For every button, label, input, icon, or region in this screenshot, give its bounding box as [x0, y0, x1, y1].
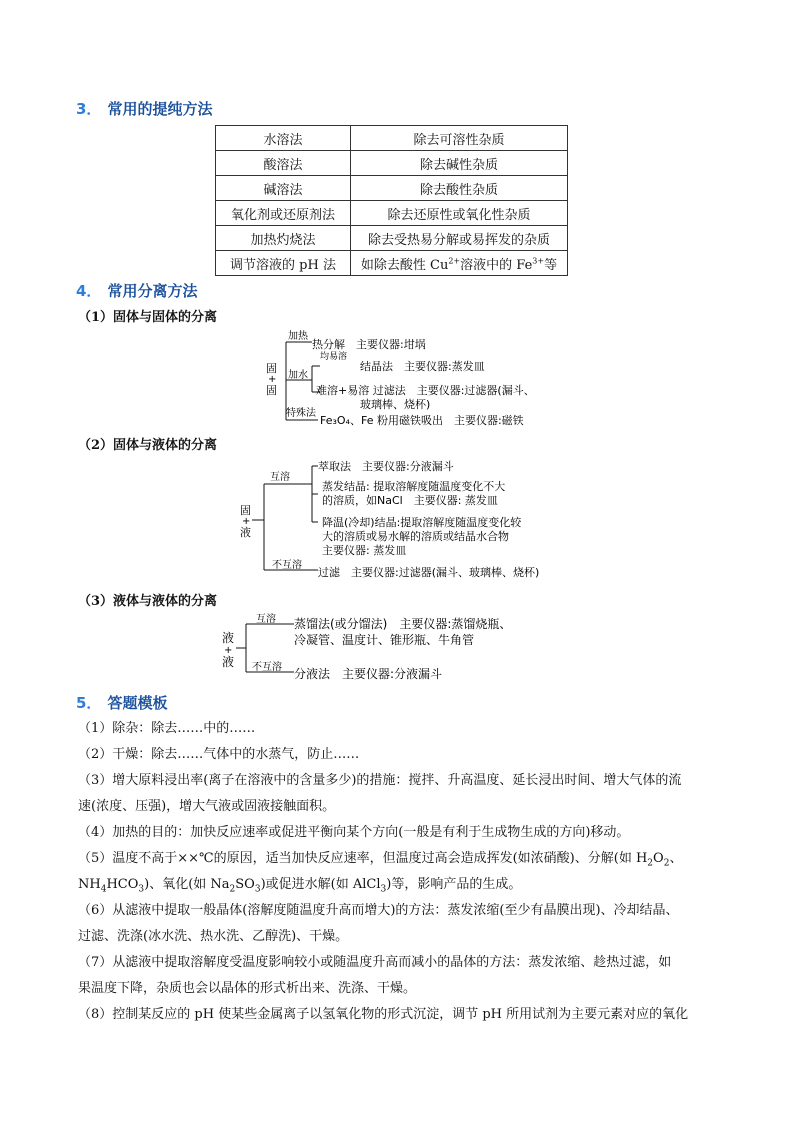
template-text: 、	[669, 851, 683, 866]
subheading-solid-liquid: （2）固体与液体的分离	[78, 438, 218, 453]
heat-text: 热分解 主要仪器:坩埚	[312, 338, 426, 351]
template-text: HCO	[106, 877, 139, 892]
section-4-number: 4．	[76, 282, 102, 300]
table-row	[216, 126, 568, 151]
section-5-title: 答题模板	[107, 694, 168, 712]
template-item-6b: 过滤、洗涤(冰水洗、热水洗、乙醇洗)、干燥。	[78, 929, 349, 944]
table-cell-purpose: 除去受热易分解或易挥发的杂质	[351, 226, 568, 251]
table-cell-purpose: 除去酸性杂质	[351, 176, 568, 201]
section-5-number: 5．	[76, 694, 102, 712]
filter-line-1: 难溶+易溶 过滤法 主要仪器:过滤器(漏斗、	[316, 384, 535, 397]
purpose-text: 等	[544, 257, 558, 273]
crystal-text: 结晶法 主要仪器:蒸发皿	[360, 360, 485, 373]
section-3-title: 常用的提纯方法	[107, 100, 213, 118]
template-item-3b: 速(浓度、压强)，增大气液或固液接触面积。	[78, 799, 336, 814]
template-text: （5）温度不高于××℃的原因，适当加快反应速率，但温度过高会造成挥发(如浓硝酸)、分解(如 H	[78, 851, 648, 866]
formula-subscript: 2	[663, 858, 670, 869]
extract-text: 萃取法 主要仪器:分液漏斗	[318, 460, 454, 473]
table-cell-purpose: 除去可溶性杂质	[351, 126, 568, 151]
table-row	[216, 226, 568, 251]
distill-line-1: 蒸馏法(或分馏法) 主要仪器:蒸馏烧瓶、	[294, 617, 512, 631]
formula-subscript: 3	[380, 884, 387, 895]
filter-line-2: 玻璃棒、烧杯)	[360, 398, 431, 411]
diagram-gu: 固	[240, 504, 251, 517]
diagram-plus: +	[242, 516, 251, 527]
template-item-6a: （6）从滤液中提取一般晶体(溶解度随温度升高而增大)的方法：蒸发浓缩(至少有晶膜出现)、冷却结晶、	[78, 903, 679, 918]
formula-subscript: 2	[647, 858, 654, 869]
junrong-label: 均易溶	[320, 352, 348, 362]
table-cell-method: 酸溶法	[216, 151, 351, 176]
table-row	[216, 201, 568, 226]
diagram-gu2: 固	[266, 384, 277, 397]
table-cell-method: 调节溶液的 pH 法	[216, 251, 351, 276]
evap-line-2: 的溶质，如NaCl 主要仪器: 蒸发皿	[322, 494, 498, 507]
template-text: )等，影响产品的生成。	[386, 877, 522, 892]
distill-line-2: 冷凝管、温度计、锥形瓶、牛角管	[294, 633, 475, 647]
table-row	[216, 151, 568, 176]
template-item-1: （1）除杂：除去……中的……	[78, 721, 256, 736]
water-label: 加水	[288, 370, 308, 381]
table-cell-method: 加热灼烧法	[216, 226, 351, 251]
formula-subscript: 4	[100, 884, 107, 895]
template-text: NH	[78, 877, 101, 892]
section-3-heading	[76, 98, 212, 119]
cool-line-3: 主要仪器: 蒸发皿	[322, 544, 407, 557]
diagram-ye2: 液	[222, 655, 235, 669]
template-text: O	[653, 851, 664, 866]
cool-line-2: 大的溶质或易水解的溶质或结晶水合物	[322, 530, 509, 543]
heat-label: 加热	[288, 331, 308, 342]
section-5-heading	[76, 692, 167, 713]
mutual-label: 互溶	[256, 614, 276, 625]
table-cell-method: 氧化剂或还原剂法	[216, 201, 351, 226]
cool-line-1: 降温(冷却)结晶:提取溶解度随温度变化较	[322, 516, 522, 529]
template-item-7b: 果温度下降，杂质也会以晶体的形式析出来、洗涤、干燥。	[78, 981, 417, 996]
template-item-7a: （7）从滤液中提取溶解度受温度影响较小或随温度升高而减小的晶体的方法：蒸发浓缩、趁热过滤，如	[78, 955, 672, 970]
template-text: )、氧化(如 Na	[144, 877, 230, 892]
nonmutual-label: 不互溶	[252, 662, 282, 673]
special-text: Fe₃O₄、Fe 粉用磁铁吸出 主要仪器:磁铁	[320, 414, 524, 427]
separate-text: 分液法 主要仪器:分液漏斗	[294, 667, 443, 681]
special-label: 特殊法	[286, 408, 316, 419]
liquid-liquid-diagram	[216, 610, 556, 686]
diagram-ye1: 液	[222, 631, 235, 645]
template-item-4: （4）加热的目的：加快反应速率或促进平衡向某个方向(一般是有利于生成物生成的方向)移动。	[78, 825, 630, 840]
template-text: )或促进水解(如 AlCl	[260, 877, 381, 892]
template-item-5a	[78, 846, 738, 872]
table-cell-purpose: 除去还原性或氧化性杂质	[351, 201, 568, 226]
purpose-text: 如除去酸性 Cu	[360, 257, 449, 273]
charge-superscript: 2+	[448, 256, 461, 266]
template-item-2: （2）干燥：除去……气体中的水蒸气，防止……	[78, 747, 360, 762]
table-cell-method: 水溶法	[216, 126, 351, 151]
template-item-8: （8）控制某反应的 pH 使某些金属离子以氢氧化物的形式沉淀，调节 pH 所用试剂为主要元素对应的氧化	[78, 1007, 689, 1022]
template-item-5b	[78, 872, 738, 898]
purpose-text: 溶液中的 Fe	[460, 257, 533, 273]
diagram-plus: +	[224, 645, 233, 656]
diagram-ye: 液	[240, 526, 251, 539]
filter-text: 过滤 主要仪器:过滤器(漏斗、玻璃棒、烧杯)	[318, 566, 540, 579]
subheading-solid-solid: （1）固体与固体的分离	[78, 310, 218, 325]
template-text: SO	[235, 877, 255, 892]
solid-solid-diagram	[250, 328, 570, 432]
diagram-plus: +	[268, 374, 277, 385]
formula-subscript: 3	[138, 884, 145, 895]
table-cell-purpose	[351, 251, 568, 276]
section-3-number: 3．	[76, 100, 102, 118]
table-cell-purpose: 除去碱性杂质	[351, 151, 568, 176]
mutual-label: 互溶	[270, 472, 290, 483]
formula-subscript: 3	[254, 884, 261, 895]
solid-liquid-diagram	[228, 454, 588, 588]
table-row	[216, 176, 568, 201]
section-4-heading	[76, 280, 197, 301]
nonmutual-label: 不互溶	[272, 560, 302, 571]
diagram-gu1: 固	[266, 362, 277, 375]
template-item-3a: （3）增大原料浸出率(离子在溶液中的含量多少)的措施：搅拌、升高温度、延长浸出时间、增大气体的流	[78, 773, 682, 788]
purify-methods-table	[215, 125, 568, 276]
table-row	[216, 251, 568, 276]
table-cell-method: 碱溶法	[216, 176, 351, 201]
evap-line-1: 蒸发结晶: 提取溶解度随温度变化不大	[322, 480, 506, 493]
formula-subscript: 2	[229, 884, 236, 895]
subheading-liquid-liquid: （3）液体与液体的分离	[78, 594, 218, 609]
section-4-title: 常用分离方法	[107, 282, 198, 300]
charge-superscript: 3+	[532, 256, 545, 266]
